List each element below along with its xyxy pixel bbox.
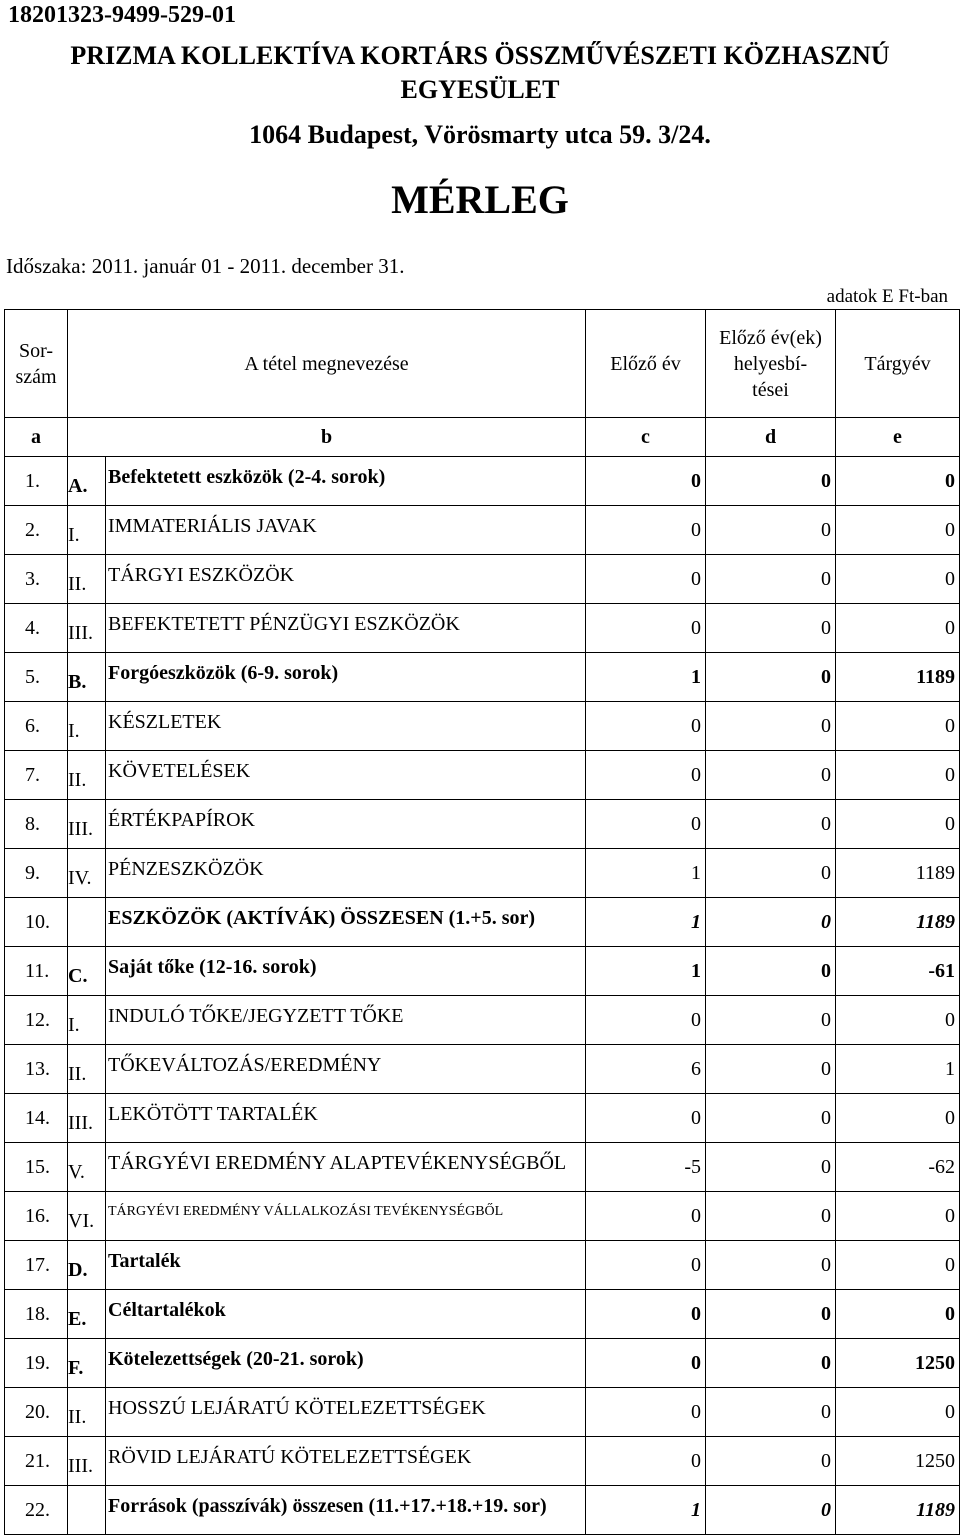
row-code: I. bbox=[68, 702, 106, 751]
row-code: C. bbox=[68, 947, 106, 996]
row-number: 15. bbox=[5, 1143, 68, 1192]
table-row bbox=[5, 1388, 960, 1437]
row-current-year-value: -62 bbox=[836, 1143, 960, 1192]
table-row bbox=[5, 1094, 960, 1143]
header-item-name: A tétel megnevezése bbox=[68, 310, 586, 418]
row-code bbox=[68, 1486, 106, 1535]
table-row bbox=[5, 947, 960, 996]
row-code: V. bbox=[68, 1143, 106, 1192]
letter-b: b bbox=[68, 418, 586, 457]
row-item-name: Kötelezettségek (20-21. sorok) bbox=[106, 1339, 586, 1388]
row-previous-year-value: 0 bbox=[586, 1388, 706, 1437]
row-number: 14. bbox=[5, 1094, 68, 1143]
row-number: 9. bbox=[5, 849, 68, 898]
row-code: B. bbox=[68, 653, 106, 702]
row-number: 18. bbox=[5, 1290, 68, 1339]
row-current-year-value: 0 bbox=[836, 506, 960, 555]
row-item-name: HOSSZÚ LEJÁRATÚ KÖTELEZETTSÉGEK bbox=[106, 1388, 586, 1437]
row-item-name: ESZKÖZÖK (AKTÍVÁK) ÖSSZESEN (1.+5. sor) bbox=[106, 898, 586, 947]
balance-sheet-table bbox=[4, 309, 960, 1535]
row-adjustment-value: 0 bbox=[706, 506, 836, 555]
row-current-year-value: 1189 bbox=[836, 653, 960, 702]
row-number: 8. bbox=[5, 800, 68, 849]
row-code: II. bbox=[68, 1388, 106, 1437]
letter-a: a bbox=[5, 418, 68, 457]
row-current-year-value: 1189 bbox=[836, 898, 960, 947]
table-row bbox=[5, 653, 960, 702]
row-current-year-value: 1250 bbox=[836, 1339, 960, 1388]
table-row bbox=[5, 1339, 960, 1388]
row-current-year-value: 1189 bbox=[836, 1486, 960, 1535]
organization-name-line1: PRIZMA KOLLEKTÍVA KORTÁRS ÖSSZMŰVÉSZETI KÖZHASZNÚ bbox=[70, 41, 890, 70]
table-row bbox=[5, 702, 960, 751]
table-row bbox=[5, 1437, 960, 1486]
row-adjustment-value: 0 bbox=[706, 947, 836, 996]
row-code: III. bbox=[68, 1094, 106, 1143]
row-adjustment-value: 0 bbox=[706, 849, 836, 898]
table-row bbox=[5, 1486, 960, 1535]
row-current-year-value: 0 bbox=[836, 1094, 960, 1143]
row-code: A. bbox=[68, 457, 106, 506]
row-adjustment-value: 0 bbox=[706, 996, 836, 1045]
row-code: II. bbox=[68, 751, 106, 800]
row-number: 20. bbox=[5, 1388, 68, 1437]
row-current-year-value: 1250 bbox=[836, 1437, 960, 1486]
row-previous-year-value: 1 bbox=[586, 849, 706, 898]
row-previous-year-value: 6 bbox=[586, 1045, 706, 1094]
row-previous-year-value: 0 bbox=[586, 800, 706, 849]
row-item-name: TÁRGYÉVI EREDMÉNY VÁLLALKOZÁSI TEVÉKENYSÉGBŐL bbox=[106, 1192, 586, 1241]
row-adjustment-value: 0 bbox=[706, 1290, 836, 1339]
row-number: 21. bbox=[5, 1437, 68, 1486]
row-current-year-value: 1189 bbox=[836, 849, 960, 898]
row-current-year-value: 1 bbox=[836, 1045, 960, 1094]
row-previous-year-value: 0 bbox=[586, 457, 706, 506]
row-code: III. bbox=[68, 1437, 106, 1486]
row-current-year-value: 0 bbox=[836, 604, 960, 653]
row-current-year-value: 0 bbox=[836, 800, 960, 849]
row-previous-year-value: 0 bbox=[586, 1290, 706, 1339]
table-row bbox=[5, 1290, 960, 1339]
row-number: 1. bbox=[5, 457, 68, 506]
row-number: 17. bbox=[5, 1241, 68, 1290]
row-item-name: TÁRGYÉVI EREDMÉNY ALAPTEVÉKENYSÉGBŐL bbox=[106, 1143, 586, 1192]
table-row bbox=[5, 849, 960, 898]
table-header-row bbox=[5, 310, 960, 418]
row-adjustment-value: 0 bbox=[706, 1437, 836, 1486]
table-row bbox=[5, 1143, 960, 1192]
row-adjustment-value: 0 bbox=[706, 1143, 836, 1192]
row-current-year-value: -61 bbox=[836, 947, 960, 996]
row-item-name: TÁRGYI ESZKÖZÖK bbox=[106, 555, 586, 604]
row-item-name: ÉRTÉKPAPÍROK bbox=[106, 800, 586, 849]
organization-address: 1064 Budapest, Vörösmarty utca 59. 3/24. bbox=[249, 120, 711, 149]
row-previous-year-value: 1 bbox=[586, 947, 706, 996]
row-code: II. bbox=[68, 555, 106, 604]
row-previous-year-value: 0 bbox=[586, 1241, 706, 1290]
row-number: 11. bbox=[5, 947, 68, 996]
row-current-year-value: 0 bbox=[836, 1290, 960, 1339]
row-adjustment-value: 0 bbox=[706, 898, 836, 947]
row-previous-year-value: 0 bbox=[586, 555, 706, 604]
row-item-name: BEFEKTETETT PÉNZÜGYI ESZKÖZÖK bbox=[106, 604, 586, 653]
header-adjustments: Előző év(ek) helyesbí- tései bbox=[706, 310, 836, 418]
row-item-name: KÖVETELÉSEK bbox=[106, 751, 586, 800]
row-code: I. bbox=[68, 506, 106, 555]
row-code: E. bbox=[68, 1290, 106, 1339]
row-item-name: TŐKEVÁLTOZÁS/EREDMÉNY bbox=[106, 1045, 586, 1094]
row-item-name: RÖVID LEJÁRATÚ KÖTELEZETTSÉGEK bbox=[106, 1437, 586, 1486]
letter-d: d bbox=[706, 418, 836, 457]
document-id: 18201323-9499-529-01 bbox=[8, 2, 236, 28]
row-adjustment-value: 0 bbox=[706, 1486, 836, 1535]
row-code: D. bbox=[68, 1241, 106, 1290]
row-item-name: Céltartalékok bbox=[106, 1290, 586, 1339]
row-number: 22. bbox=[5, 1486, 68, 1535]
table-row bbox=[5, 1241, 960, 1290]
row-current-year-value: 0 bbox=[836, 751, 960, 800]
units-note: adatok E Ft-ban bbox=[826, 286, 948, 307]
page-title: MÉRLEG bbox=[391, 177, 569, 222]
row-code: III. bbox=[68, 604, 106, 653]
row-number: 19. bbox=[5, 1339, 68, 1388]
row-item-name: LEKÖTÖTT TARTALÉK bbox=[106, 1094, 586, 1143]
row-current-year-value: 0 bbox=[836, 1192, 960, 1241]
column-letter-row bbox=[5, 418, 960, 457]
header-sorszam: Sor- szám bbox=[5, 310, 68, 418]
row-code: IV. bbox=[68, 849, 106, 898]
table-row bbox=[5, 800, 960, 849]
row-previous-year-value: 0 bbox=[586, 1437, 706, 1486]
row-adjustment-value: 0 bbox=[706, 457, 836, 506]
row-code: VI. bbox=[68, 1192, 106, 1241]
row-adjustment-value: 0 bbox=[706, 1388, 836, 1437]
row-number: 7. bbox=[5, 751, 68, 800]
row-previous-year-value: 0 bbox=[586, 751, 706, 800]
row-number: 12. bbox=[5, 996, 68, 1045]
row-current-year-value: 0 bbox=[836, 555, 960, 604]
letter-c: c bbox=[586, 418, 706, 457]
row-adjustment-value: 0 bbox=[706, 653, 836, 702]
row-code: III. bbox=[68, 800, 106, 849]
header-previous-year: Előző év bbox=[586, 310, 706, 418]
row-previous-year-value: 0 bbox=[586, 506, 706, 555]
row-number: 5. bbox=[5, 653, 68, 702]
table-row bbox=[5, 996, 960, 1045]
row-current-year-value: 0 bbox=[836, 702, 960, 751]
row-item-name: Befektetett eszközök (2-4. sorok) bbox=[106, 457, 586, 506]
row-previous-year-value: 0 bbox=[586, 996, 706, 1045]
table-row bbox=[5, 604, 960, 653]
row-number: 6. bbox=[5, 702, 68, 751]
row-previous-year-value: 0 bbox=[586, 1192, 706, 1241]
row-current-year-value: 0 bbox=[836, 1241, 960, 1290]
table-row bbox=[5, 898, 960, 947]
row-adjustment-value: 0 bbox=[706, 1339, 836, 1388]
row-item-name: IMMATERIÁLIS JAVAK bbox=[106, 506, 586, 555]
row-adjustment-value: 0 bbox=[706, 1192, 836, 1241]
row-previous-year-value: 1 bbox=[586, 1486, 706, 1535]
row-item-name: INDULÓ TŐKE/JEGYZETT TŐKE bbox=[106, 996, 586, 1045]
row-number: 10. bbox=[5, 898, 68, 947]
row-number: 2. bbox=[5, 506, 68, 555]
row-code bbox=[68, 898, 106, 947]
row-number: 4. bbox=[5, 604, 68, 653]
row-number: 16. bbox=[5, 1192, 68, 1241]
row-previous-year-value: 1 bbox=[586, 898, 706, 947]
letter-e: e bbox=[836, 418, 960, 457]
row-code: F. bbox=[68, 1339, 106, 1388]
row-previous-year-value: 0 bbox=[586, 702, 706, 751]
row-code: II. bbox=[68, 1045, 106, 1094]
row-adjustment-value: 0 bbox=[706, 604, 836, 653]
row-item-name: Források (passzívák) összesen (11.+17.+18.+19. sor) bbox=[106, 1486, 586, 1535]
row-adjustment-value: 0 bbox=[706, 1241, 836, 1290]
reporting-period: Időszaka: 2011. január 01 - 2011. december 31. bbox=[6, 254, 405, 278]
row-current-year-value: 0 bbox=[836, 1388, 960, 1437]
row-current-year-value: 0 bbox=[836, 457, 960, 506]
row-item-name: KÉSZLETEK bbox=[106, 702, 586, 751]
row-previous-year-value: 0 bbox=[586, 604, 706, 653]
table-row bbox=[5, 1192, 960, 1241]
organization-name-line2: EGYESÜLET bbox=[400, 75, 560, 104]
row-adjustment-value: 0 bbox=[706, 702, 836, 751]
row-adjustment-value: 0 bbox=[706, 1045, 836, 1094]
row-code: I. bbox=[68, 996, 106, 1045]
row-item-name: Forgóeszközök (6-9. sorok) bbox=[106, 653, 586, 702]
row-adjustment-value: 0 bbox=[706, 800, 836, 849]
row-item-name: PÉNZESZKÖZÖK bbox=[106, 849, 586, 898]
table-row bbox=[5, 506, 960, 555]
row-adjustment-value: 0 bbox=[706, 751, 836, 800]
row-adjustment-value: 0 bbox=[706, 555, 836, 604]
row-item-name: Tartalék bbox=[106, 1241, 586, 1290]
row-current-year-value: 0 bbox=[836, 996, 960, 1045]
row-previous-year-value: 0 bbox=[586, 1094, 706, 1143]
row-adjustment-value: 0 bbox=[706, 1094, 836, 1143]
row-previous-year-value: 0 bbox=[586, 1339, 706, 1388]
row-item-name: Saját tőke (12-16. sorok) bbox=[106, 947, 586, 996]
table-row bbox=[5, 457, 960, 506]
table-row bbox=[5, 555, 960, 604]
row-previous-year-value: 1 bbox=[586, 653, 706, 702]
row-previous-year-value: -5 bbox=[586, 1143, 706, 1192]
table-row bbox=[5, 1045, 960, 1094]
header-current-year: Tárgyév bbox=[836, 310, 960, 418]
table-row bbox=[5, 751, 960, 800]
row-number: 13. bbox=[5, 1045, 68, 1094]
row-number: 3. bbox=[5, 555, 68, 604]
